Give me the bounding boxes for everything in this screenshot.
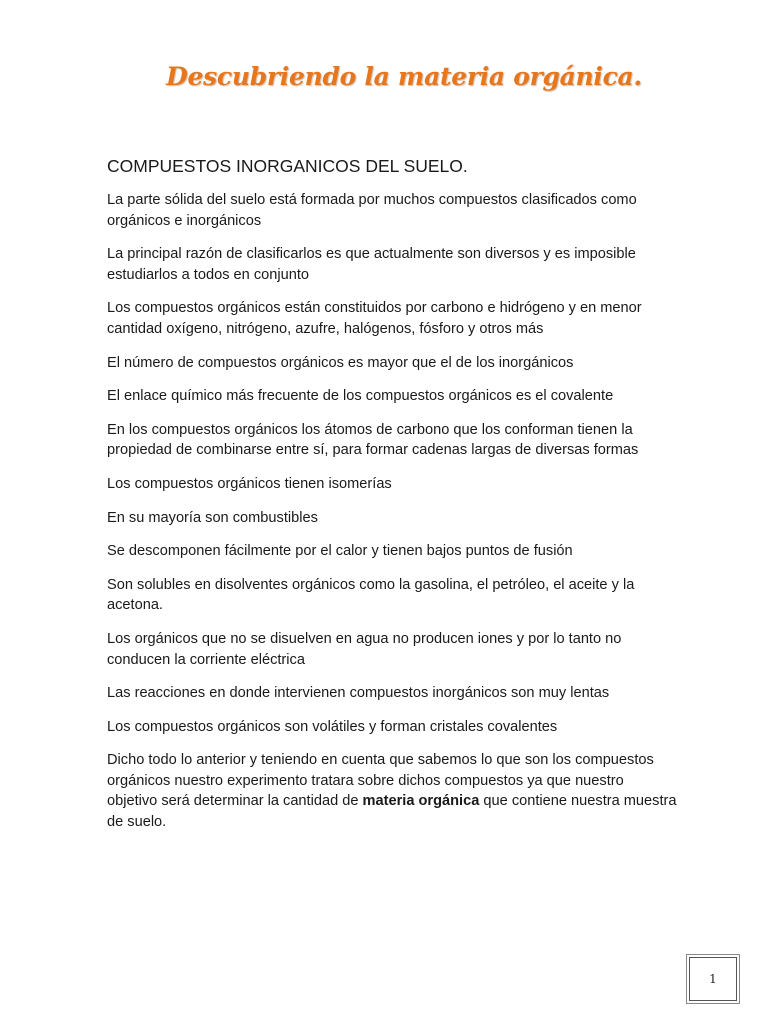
paragraph-8: En su mayoría son combustibles	[107, 509, 318, 526]
section-heading: COMPUESTOS INORGANICOS DEL SUELO.	[107, 156, 468, 176]
paragraph-12: Las reacciones en donde intervienen compuestos inorgánicos son muy lentas	[107, 685, 610, 702]
paragraph-7: Los compuestos orgánicos tienen isomerías	[107, 475, 392, 492]
paragraph-9: Se descomponen fácilmente por el calor y tienen bajos puntos de fusión	[107, 543, 573, 560]
document-body	[107, 155, 677, 846]
paragraph-6: En los compuestos orgánicos los átomos de carbono que los conforman tienen la propiedad de combinarse entre sí, para formar cadenas largas de diversas formas	[107, 421, 639, 459]
final-paragraph-text-after: que contiene nuestra muestra de suelo.	[107, 793, 677, 831]
page-number: 1	[709, 972, 717, 986]
paragraph-3: Los compuestos orgánicos están constituidos por carbono e hidrógeno y en menor cantidad oxígeno, nitrógeno, azufre, halógenos, fósforo y otros más	[107, 300, 642, 337]
paragraph-10: Son solubles en disolventes orgánicos como la gasolina, el petróleo, el aceite y la acetona.	[107, 576, 635, 614]
paragraph-11: Los orgánicos que no se disuelven en agua no producen iones y por lo tanto no conducen la corriente eléctrica	[107, 630, 622, 668]
paragraph-1: La parte sólida del suelo está formada por muchos compuestos clasificados como orgánicos e inorgánicos	[107, 192, 637, 229]
paragraph-5: El enlace químico más frecuente de los compuestos orgánicos es el covalente	[107, 388, 614, 405]
final-paragraph-text-before: Dicho todo lo anterior y teniendo en cuenta que sabemos lo que son los compuestos orgánicos nuestro experimento tratara sobre dichos compuestos ya que nuestro objetivo será determinar la cantidad de	[107, 752, 654, 810]
final-paragraph	[107, 750, 677, 832]
paragraph-4: El número de compuestos orgánicos es mayor que el de los inorgánicos	[107, 354, 574, 371]
paragraph-2: La principal razón de clasificarlos es que actualmente son diversos y es imposible estudiarlos a todos en conjunto	[107, 246, 636, 283]
paragraph-13: Los compuestos orgánicos son volátiles y forman cristales covalentes	[107, 718, 558, 735]
document-title: Descubriendo la materia orgánica.	[166, 62, 642, 91]
page-number-box	[689, 957, 737, 1001]
final-paragraph-bold-term: materia orgánica	[362, 793, 480, 810]
